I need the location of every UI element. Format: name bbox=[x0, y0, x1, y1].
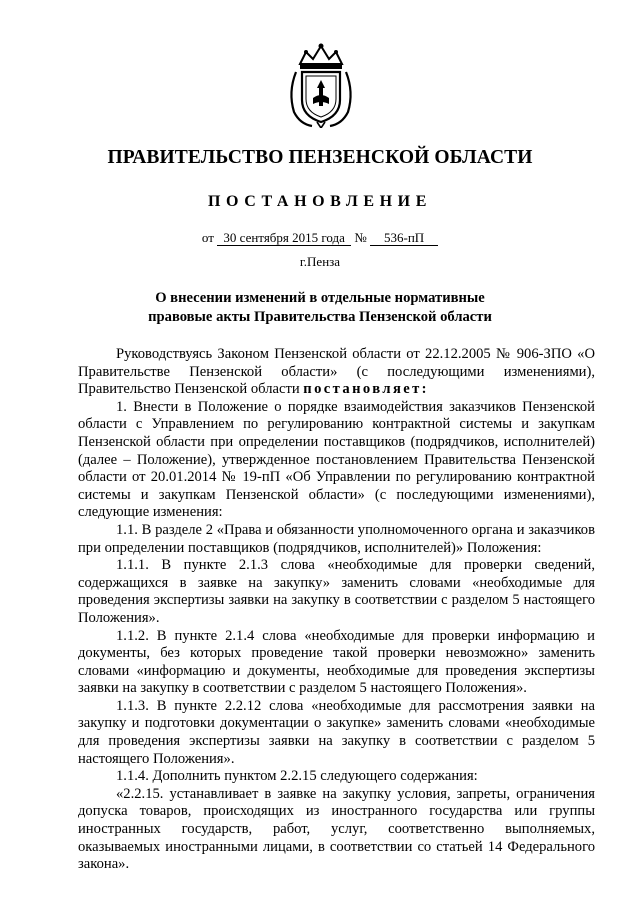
government-title: ПРАВИТЕЛЬСТВО ПЕНЗЕНСКОЙ ОБЛАСТИ bbox=[107, 147, 533, 168]
paragraph-item-2-2-15: «2.2.15. устанавливает в заявке на закупку условия, запреты, ограничения допуска товаров, происходящих из иностранного государства или группы иностранных государств, работ, услуг, соответственно выполняемых, оказываемых иностранными лицами, в соответствии со статьей 14 Федерального закона». bbox=[78, 785, 595, 873]
subject-line-1: О внесении изменений в отдельные нормативные bbox=[155, 290, 485, 306]
decree-number: 536-пП bbox=[370, 230, 438, 246]
paragraph-item-1: 1. Внести в Положение о порядке взаимодействия заказчиков Пензенской области с Управлением по регулированию контрактной системы и закупкам Пензенской области при определении поставщиков (подрядчиков, исполнителей) (далее – Положение), утвержденное постановлением Правительства Пензенской области от 20.01.2014 № 19-пП «Об Управлении по регулированию контрактной системы и закупкам Пензенской области» (с последующими изменениями), следующие изменения: bbox=[78, 398, 595, 521]
paragraph-item-1-1: 1.1. В разделе 2 «Права и обязанности уполномоченного органа и заказчиков при определении поставщиков (подрядчиков, исполнителей)» Положения: bbox=[78, 521, 595, 556]
coat-of-arms-emblem bbox=[286, 42, 356, 128]
paragraph-item-1-1-2: 1.1.2. В пункте 2.1.4 слова «необходимые для проверки информацию и документы, без которых проведение такой проверки невозможно» заменить словами «информацию и документы, необходимые для проведения экспертизы заявки на закупку в соответствии с разделом 5 настоящего Положения». bbox=[78, 627, 595, 697]
paragraph-item-1-1-4: 1.1.4. Дополнить пунктом 2.2.15 следующего содержания: bbox=[116, 768, 478, 785]
date-number-line bbox=[0, 230, 640, 246]
date-prefix: от bbox=[201, 230, 214, 245]
decree-subject bbox=[120, 289, 520, 327]
decree-body bbox=[78, 346, 595, 874]
city-label: г.Пенза bbox=[299, 254, 341, 269]
paragraph-item-1-1-3: 1.1.3. В пункте 2.2.12 слова «необходимые для рассмотрения заявки на закупку и подготовки документации о закупке» заменить словами «необходимые для проведения экспертизы заявки на закупку в соответствии с разделом 5 настоящего Положения». bbox=[78, 697, 595, 767]
preamble-resolves: постановляет: bbox=[303, 381, 429, 398]
preamble-text: Руководствуясь Законом Пензенской области от 22.12.2005 № 906-ЗПО «О Правительстве Пензенской области» (с последующими изменениями), Правительство Пензенской области bbox=[78, 346, 595, 398]
paragraph-preamble bbox=[78, 346, 595, 399]
decree-date: 30 сентября 2015 года bbox=[217, 230, 351, 246]
number-sign: № bbox=[354, 230, 367, 245]
document-type-title: ПОСТАНОВЛЕНИЕ bbox=[208, 193, 432, 210]
paragraph-item-1-1-1: 1.1.1. В пункте 2.1.3 слова «необходимые для проверки сведений, содержащихся в заявке на закупку» заменить словами «необходимые для проведения экспертизы заявки на закупку в соответствии с разделом 5 настоящего Положения». bbox=[78, 557, 595, 626]
subject-line-2: правовые акты Правительства Пензенской области bbox=[148, 309, 492, 325]
